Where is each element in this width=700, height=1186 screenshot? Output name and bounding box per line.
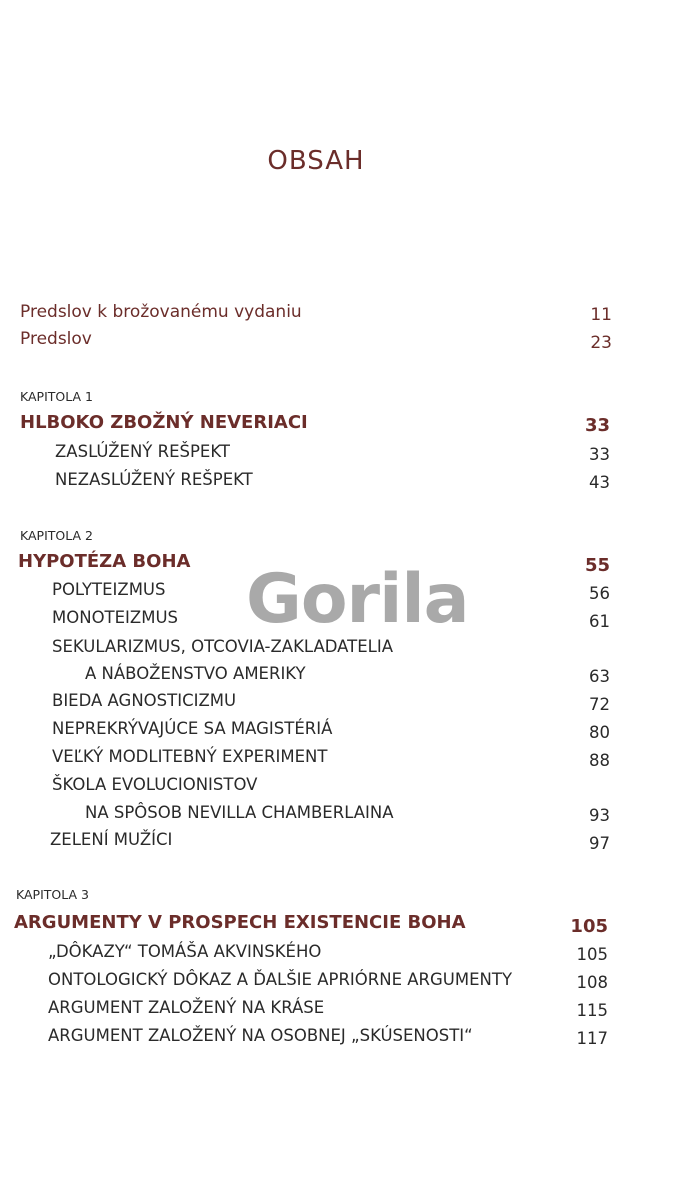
toc-page-number: 33 [584,415,610,436]
toc-section: POLYTEIZMUS [52,580,166,599]
toc-page-number: 43 [589,473,610,492]
toc-section-continuation: NA SPÔSOB NEVILLA CHAMBERLAINA [85,803,394,822]
toc-page-number: 63 [589,667,610,686]
toc-page-number: 97 [589,834,610,853]
toc-page-number: 11 [590,305,612,325]
toc-section: NEZASLÚŽENÝ REŠPEKT [55,470,253,489]
toc-page-number: 72 [589,695,610,714]
toc-page-number: 80 [589,723,610,742]
chapter-label: KAPITOLA 3 [16,887,89,902]
chapter-label: KAPITOLA 1 [20,389,93,404]
chapter-title: HLBOKO ZBOŽNÝ NEVERIACI [20,412,308,433]
chapter-label: KAPITOLA 2 [20,528,93,543]
toc-page-number: 115 [576,1001,608,1020]
toc-entry-preface: Predslov [20,329,92,349]
toc-section: ZASLÚŽENÝ REŠPEKT [55,442,230,461]
page-title: OBSAH [267,146,365,176]
toc-section: „DÔKAZY“ TOMÁŠA AKVINSKÉHO [48,942,322,961]
toc-page-number: 93 [589,806,610,825]
chapter-title: HYPOTÉZA BOHA [18,551,191,572]
toc-page-number: 33 [589,445,610,464]
toc-section: MONOTEIZMUS [52,608,179,627]
toc-page-number: 108 [576,973,608,992]
toc-page-number: 105 [570,916,608,937]
toc-section-continuation: A NÁBOŽENSTVO AMERIKY [85,664,306,683]
toc-page-number: 105 [576,945,608,964]
toc-section: ARGUMENT ZALOŽENÝ NA KRÁSE [48,998,325,1017]
toc-page-number: 61 [589,612,610,631]
toc-section: NEPREKRÝVAJÚCE SA MAGISTÉRIÁ [52,719,333,738]
toc-page-number: 55 [584,555,610,576]
toc-section: ONTOLOGICKÝ DÔKAZ A ĎALŠIE APRIÓRNE ARGUMENTY [48,970,513,989]
toc-page-number: 56 [589,584,610,603]
toc-page-number: 88 [589,751,610,770]
toc-section: ZELENÍ MUŽÍCI [50,830,173,849]
toc-page-number: 117 [576,1029,608,1048]
toc-section: VEĽKÝ MODLITEBNÝ EXPERIMENT [52,747,328,766]
toc-section: BIEDA AGNOSTICIZMU [52,691,237,710]
toc-page-number: 23 [590,333,612,353]
toc-section: ŠKOLA EVOLUCIONISTOV [52,775,258,794]
toc-entry-preface-paperback: Predslov k brožovanému vydaniu [20,302,302,322]
gorila-watermark-logo: Gorila [246,560,469,639]
toc-section: ARGUMENT ZALOŽENÝ NA OSOBNEJ „SKÚSENOSTI“ [48,1026,473,1045]
chapter-title: ARGUMENTY V PROSPECH EXISTENCIE BOHA [14,912,466,933]
toc-section: SEKULARIZMUS, OTCOVIA-ZAKLADATELIA [52,637,394,656]
